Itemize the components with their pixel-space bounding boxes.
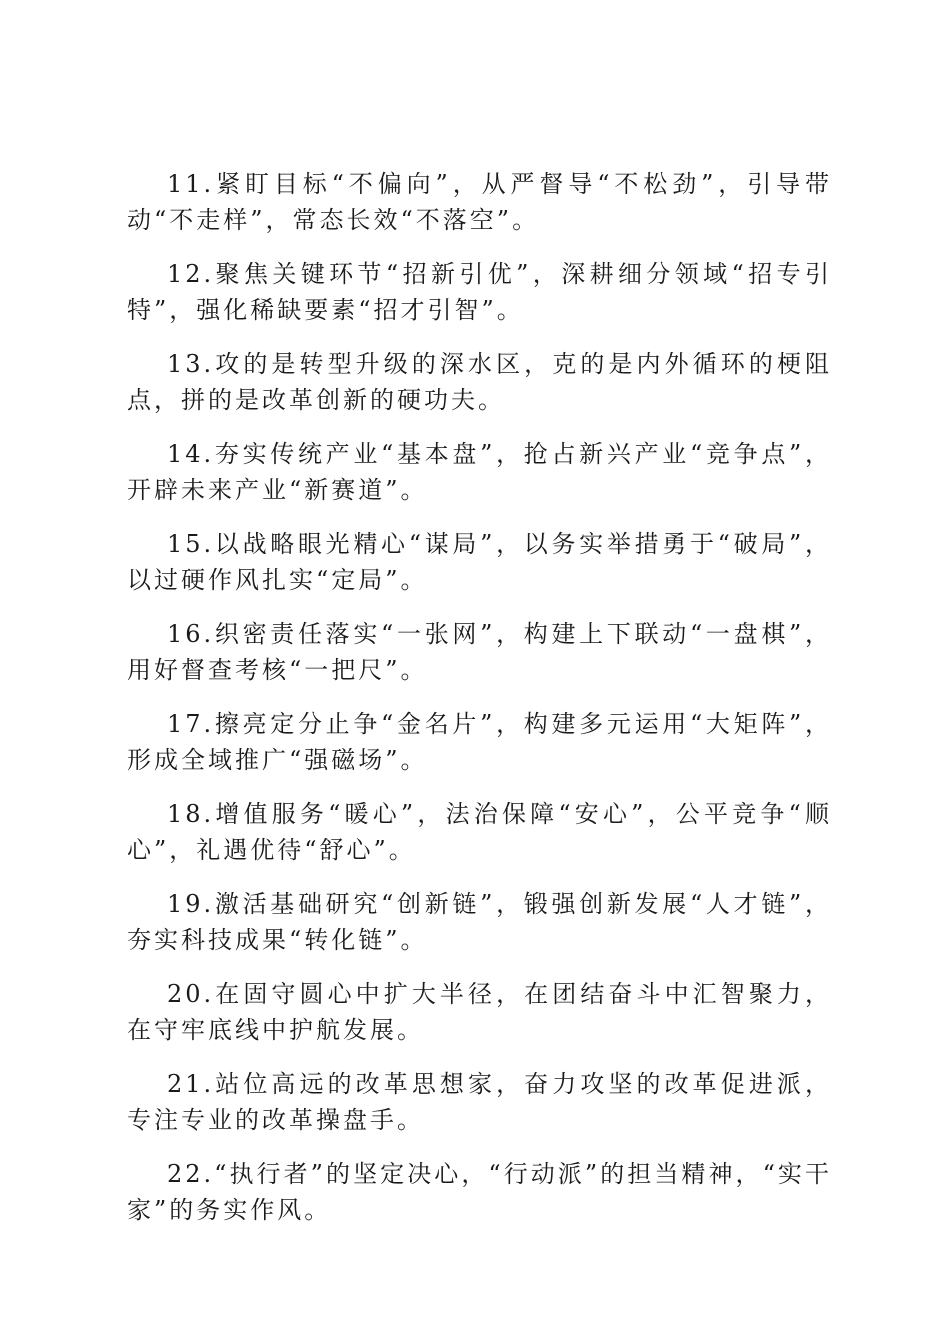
paragraph-14: 14.夯实传统产业“基本盘”，抢占新兴产业“竞争点”，开辟未来产业“新赛道”。 <box>127 440 832 504</box>
paragraph-20: 20.在固守圆心中扩大半径，在团结奋斗中汇智聚力，在守牢底线中护航发展。 <box>127 980 832 1044</box>
paragraph-22: 22.“执行者”的坚定决心，“行动派”的担当精神，“实干家”的务实作风。 <box>127 1160 832 1224</box>
paragraph-15: 15.以战略眼光精心“谋局”，以务实举措勇于“破局”，以过硬作风扎实“定局”。 <box>127 530 832 594</box>
paragraph-17: 17.擦亮定分止争“金名片”，构建多元运用“大矩阵”，形成全域推广“强磁场”。 <box>127 710 832 774</box>
paragraph-18: 18.增值服务“暖心”，法治保障“安心”，公平竞争“顺心”，礼遇优待“舒心”。 <box>127 800 832 864</box>
paragraph-16: 16.织密责任落实“一张网”，构建上下联动“一盘棋”，用好督查考核“一把尺”。 <box>127 620 832 684</box>
paragraph-11: 11.紧盯目标“不偏向”，从严督导“不松劲”，引导带动“不走样”，常态长效“不落空”。 <box>127 170 832 234</box>
document-page <box>127 166 832 1246</box>
paragraph-12: 12.聚焦关键环节“招新引优”，深耕细分领域“招专引特”，强化稀缺要素“招才引智”。 <box>127 260 832 324</box>
paragraph-13: 13.攻的是转型升级的深水区，克的是内外循环的梗阻点，拼的是改革创新的硬功夫。 <box>127 350 832 414</box>
paragraph-19: 19.激活基础研究“创新链”，锻强创新发展“人才链”，夯实科技成果“转化链”。 <box>127 890 832 954</box>
paragraph-21: 21.站位高远的改革思想家，奋力攻坚的改革促进派，专注专业的改革操盘手。 <box>127 1070 832 1134</box>
